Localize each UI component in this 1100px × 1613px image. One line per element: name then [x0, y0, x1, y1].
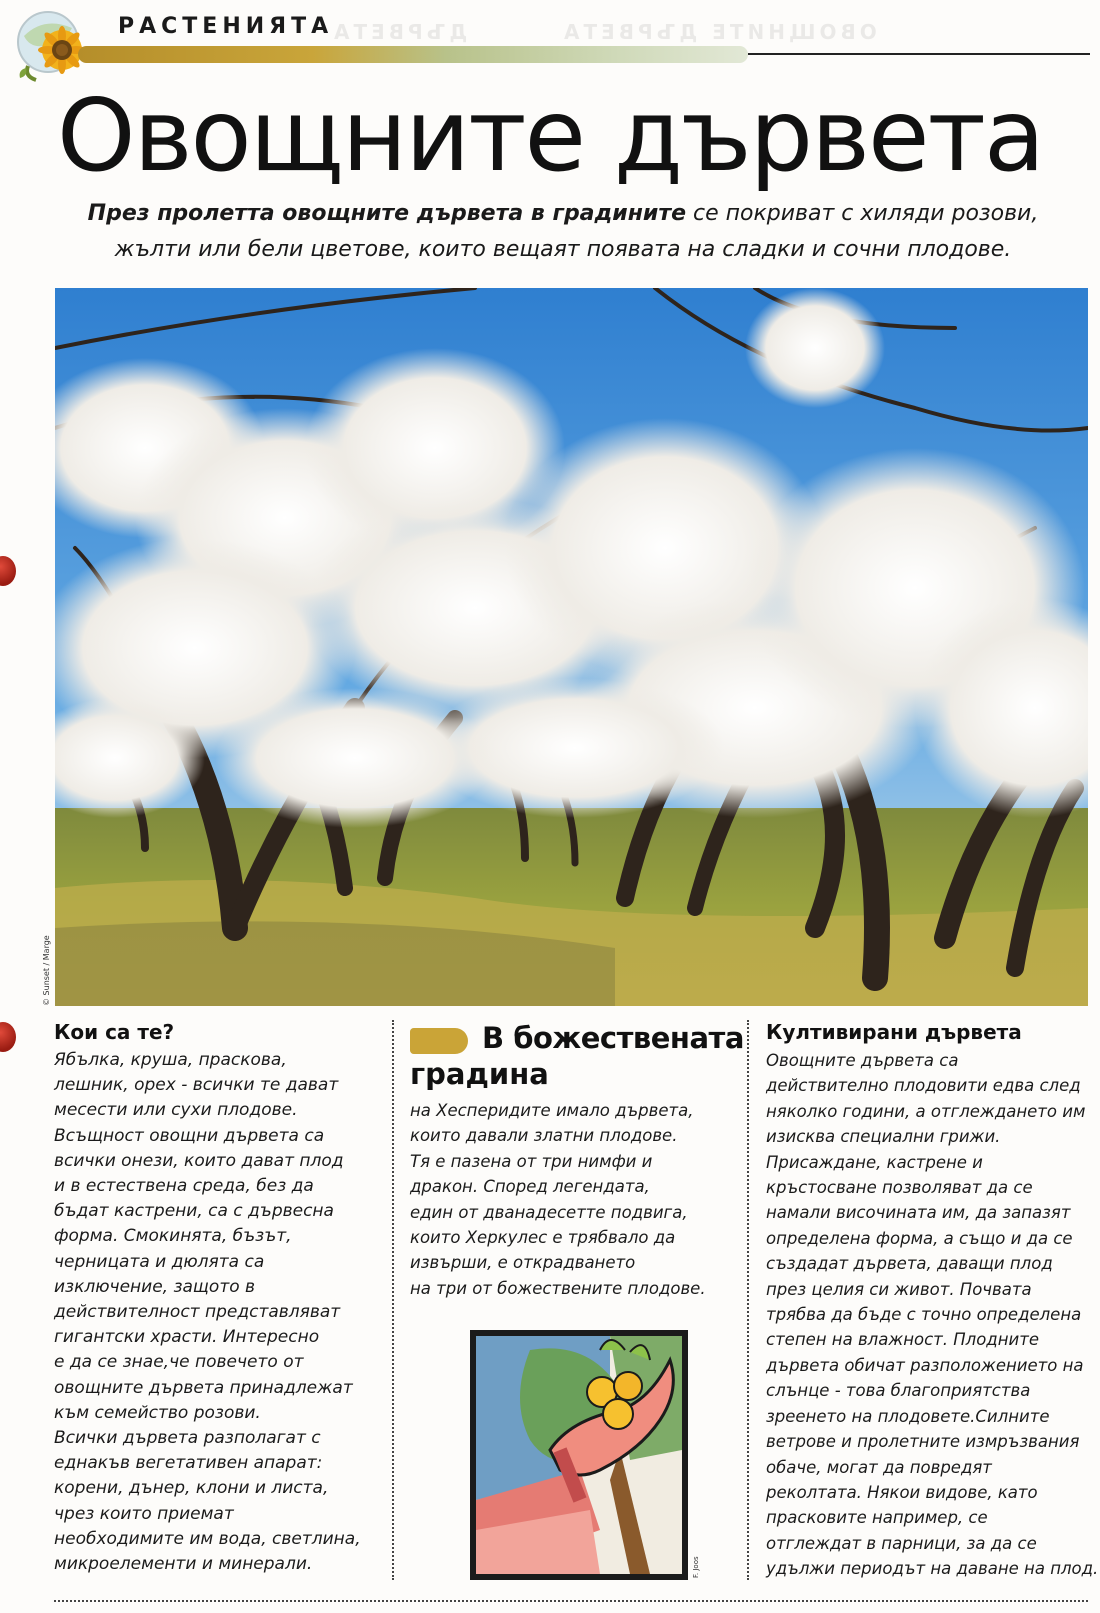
body-text-line: които Херкулес е трябвало да — [410, 1228, 676, 1248]
column-cultivated-trees — [766, 1020, 1099, 1582]
body-text-line: реколтата. Някои видове, като — [766, 1482, 1038, 1502]
body-text-line: лешник, орех - всички те дават — [54, 1075, 339, 1096]
body-text-line: на Хесперидите имало дървета, — [410, 1101, 694, 1120]
body-text-line: е да се знае,че повечето от — [54, 1352, 304, 1373]
body-text-line: всички онези, които дават плод — [54, 1150, 344, 1171]
body-text-line: зреенето на плодовете.Силните — [766, 1406, 1050, 1426]
intro-bold: През пролетта овощните дървета в градините — [87, 201, 687, 226]
column-who-are-they — [54, 1020, 374, 1577]
body-text-line: трябва да бъде с точно определена — [766, 1305, 1082, 1325]
column2-heading-line2: градина — [410, 1057, 549, 1091]
body-text-line: необходимите им вода, светлина, — [54, 1528, 361, 1549]
column-divider — [392, 1020, 394, 1580]
body-text-line: изключение, защото в — [54, 1276, 256, 1297]
body-text-line: бъдат кастрени, са с дървесна — [54, 1201, 334, 1222]
column2-heading-line1: В божествената — [482, 1021, 744, 1055]
body-text-line: форма. Смокинята, бъзът, — [54, 1226, 292, 1247]
illustration-credit: F. Joos — [692, 1556, 700, 1578]
body-text-line: изисква специални грижи. — [766, 1127, 1001, 1147]
body-text-line: овощните дървета принадлежат — [54, 1377, 353, 1398]
body-text-line: които давали златни плодове. — [410, 1126, 678, 1146]
hand-holding-golden-fruit-illustration — [470, 1330, 688, 1580]
show-through-text: ОВОЩНИТЕ ДЪРВЕТА — [560, 20, 877, 44]
body-text-line: корени, дънер, клони и листа, — [54, 1478, 329, 1499]
body-text-line: към семейство розови. — [54, 1402, 261, 1423]
intro-text: се покриват с хиляди розови, жълти или бели цветове, които вещаят появата на сладки и сочни плодове. — [114, 201, 1039, 262]
article-intro — [48, 196, 1078, 268]
column-divine-garden — [410, 1020, 744, 1301]
body-text-line: слънце - това благоприятства — [766, 1381, 1031, 1401]
body-text-line: отглеждат в парници, за да се — [766, 1533, 1037, 1553]
body-text-line: микроелементи и минерали. — [54, 1554, 313, 1575]
column1-heading: Кои са те? — [54, 1020, 175, 1044]
body-text-line: месести или сухи плодове. — [54, 1100, 298, 1121]
header-color-bar — [78, 46, 748, 63]
body-text-line: удължи периодът на даване на плод. — [766, 1559, 1099, 1579]
body-text-line: степен на влажност. Плодните — [766, 1330, 1039, 1350]
body-text-line: намали височината им, да запазят — [766, 1203, 1071, 1223]
body-text-line: Ябълка, круша, праскова, — [54, 1050, 287, 1070]
show-through-text: ДЪРВЕТА — [330, 20, 468, 44]
body-text-line: прасковите например, се — [766, 1508, 988, 1528]
blossom-orchard-image — [55, 288, 1088, 1006]
body-text-line: дракон. Според легендата, — [410, 1177, 650, 1197]
body-text-line: обаче, могат да повредят — [766, 1457, 992, 1477]
column-divider — [747, 1020, 749, 1580]
body-text-line: Овощните дървета са — [766, 1051, 959, 1070]
body-text-line: дървета обичат разположението на — [766, 1355, 1084, 1375]
column3-heading: Култивирани дървета — [766, 1020, 1022, 1044]
body-text-line: еднакъв вегетативен апарат: — [54, 1453, 323, 1474]
body-text-line: определена форма, а също и да се — [766, 1228, 1073, 1248]
orchard-photo — [55, 288, 1088, 1006]
body-text-line: Всички дървета разполагат с — [54, 1428, 321, 1449]
body-text-line: чрез които приемат — [54, 1503, 234, 1524]
body-text-line: действителност представляват — [54, 1302, 341, 1323]
body-text-line: ветрове и пролетните измръзвания — [766, 1432, 1080, 1452]
body-text-line: Всъщност овощни дървета са — [54, 1125, 325, 1146]
heading-accent-pill — [410, 1028, 468, 1054]
photo-credit: © Sunset / Marge — [42, 935, 51, 1006]
column2-body — [410, 1098, 730, 1301]
column3-body — [766, 1048, 1099, 1582]
body-text-line: на три от божествените плодове. — [410, 1278, 706, 1298]
article-title: Овощните дървета — [56, 77, 1044, 194]
body-text-line: Тя е пазена от три нимфи и — [410, 1151, 653, 1171]
column2-heading — [410, 1020, 744, 1092]
body-text-line: създадат дървета, даващи плод — [766, 1254, 1053, 1274]
body-text-line: и в естествена среда, без да — [54, 1176, 314, 1197]
body-text-line: Присаждане, кастрене и — [766, 1152, 983, 1172]
binder-hole-marker — [0, 556, 16, 586]
section-label: РАСТЕНИЯТА — [118, 14, 334, 39]
binder-hole-marker — [0, 1022, 16, 1052]
body-text-line: действително плодовити едва след — [766, 1076, 1081, 1096]
sunflower-globe-logo — [14, 6, 90, 84]
body-text-line: няколко години, а отглеждането им — [766, 1101, 1086, 1121]
body-text-line: черницата и дюлята са — [54, 1251, 265, 1272]
column1-body — [54, 1048, 374, 1577]
body-text-line: един от дванадесетте подвига, — [410, 1202, 688, 1222]
bottom-dotted-rule — [54, 1600, 1088, 1602]
header-rule — [748, 53, 1090, 55]
body-text-line: извърши, е открадването — [410, 1253, 636, 1273]
body-text-line: кръстосване позволяват да се — [766, 1178, 1033, 1198]
body-text-line: гигантски храсти. Интересно — [54, 1327, 320, 1348]
body-text-line: през целия си живот. Почвата — [766, 1279, 1032, 1299]
